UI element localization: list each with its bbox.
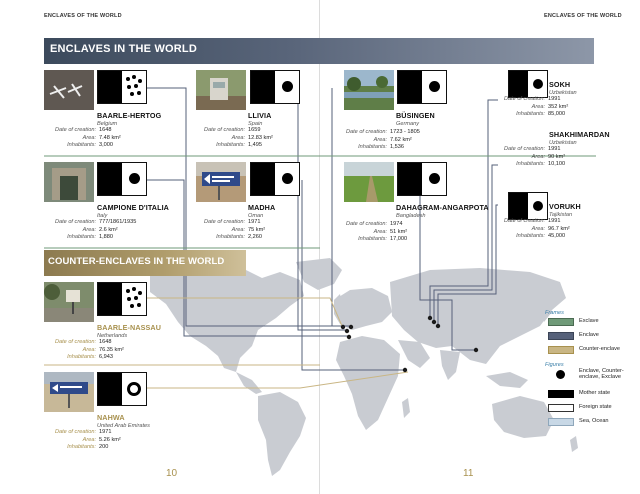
legend-mother-state: Mother state <box>545 388 635 402</box>
running-head-right: ENCLAVES OF THE WORLD <box>544 13 622 19</box>
legend-figures-title: Figures <box>545 362 564 368</box>
entry-sokh: SOKH Uzbekistan Date of creation: 1991 Area: 352 km² Inhabitants: 85,000 <box>503 80 577 118</box>
black-dot-icon <box>556 370 565 379</box>
entry-baarle-nassau: BAARLE-NASSAU Netherlands Date of creation: 1648 Area: 76.35 km² Inhabitants: 6,943 <box>54 323 161 361</box>
entry-campione: CAMPIONE D'ITALIA Italy Date of creation: 777/1861/1935 Area: 2.6 km² Inhabitants: 1,880 <box>54 203 169 241</box>
entry-shakhimardan: SHAKHIMARDAN Uzbekistan Date of creation: 1991 Area: 90 km² Inhabitants: 10,100 <box>503 130 610 168</box>
flag-figure-campione <box>97 162 147 196</box>
enclaves-title: ENCLAVES IN THE WORLD <box>50 43 197 55</box>
photo-baarle-hertog <box>44 70 94 110</box>
entry-llivia: LLIVIA Spain Date of creation: 1659 Area: 12.83 km² Inhabitants: 1,495 <box>203 111 273 149</box>
flag-figure-dahagram <box>397 162 447 196</box>
entry-madha: MADHA Oman Date of creation: 1971 Area: 75 km² Inhabitants: 2,260 <box>203 203 276 241</box>
photo-campione <box>44 162 94 202</box>
flag-figure-baarle-nassau <box>97 282 147 316</box>
photo-baarle-nassau <box>44 282 94 322</box>
entry-nahwa: NAHWA United Arab Emirates Date of creation: 1971 Area: 5.26 km² Inhabitants: 200 <box>54 413 150 451</box>
flag-figure-baarle-hertog <box>97 70 147 104</box>
legend-counter-enclave: Counter-enclave <box>545 344 635 358</box>
legend-figure-dot: Enclave, Counter-enclave, Exclave <box>545 368 635 388</box>
flag-figure-busingen <box>397 70 447 104</box>
entry-vorukh: VORUKH Tajikistan Date of creation: 1991 Area: 96.7 km² Inhabitants: 45,000 <box>503 202 581 240</box>
legend-frames-title: Frames <box>545 310 564 316</box>
legend <box>545 310 635 430</box>
entry-busingen: BÜSINGEN Germany Date of creation: 1723 - 1805 Area: 7.62 km² Inhabitants: 1,536 <box>345 111 435 151</box>
entry-baarle-hertog: BAARLE-HERTOG Belgium Date of creation: 1648 Area: 7.48 km² Inhabitants: 3,000 <box>54 111 162 149</box>
photo-dahagram <box>344 162 394 202</box>
counter-enclaves-title: COUNTER-ENCLAVES IN THE WORLD <box>48 256 225 267</box>
legend-exclave: Exclave <box>545 316 635 330</box>
photo-busingen <box>344 70 394 110</box>
legend-sea-ocean: Sea, Ocean <box>545 416 635 430</box>
page-number-left: 10 <box>166 468 178 479</box>
photo-nahwa <box>44 372 94 412</box>
running-head-left: ENCLAVES OF THE WORLD <box>44 13 122 19</box>
entry-dahagram: DAHAGRAM-ANGARPOTA Bangladesh Date of creation: 1974 Area: 51 km² Inhabitants: 17,000 <box>345 203 489 243</box>
photo-llivia <box>196 70 246 110</box>
counter-enclaves-banner <box>44 250 246 276</box>
page-number-right: 11 <box>463 468 474 479</box>
photo-madha <box>196 162 246 202</box>
legend-enclave: Enclave <box>545 330 635 344</box>
legend-foreign-state: Foreign state <box>545 402 635 416</box>
flag-figure-nahwa <box>97 372 147 406</box>
flag-figure-llivia <box>250 70 300 104</box>
flag-figure-madha <box>250 162 300 196</box>
